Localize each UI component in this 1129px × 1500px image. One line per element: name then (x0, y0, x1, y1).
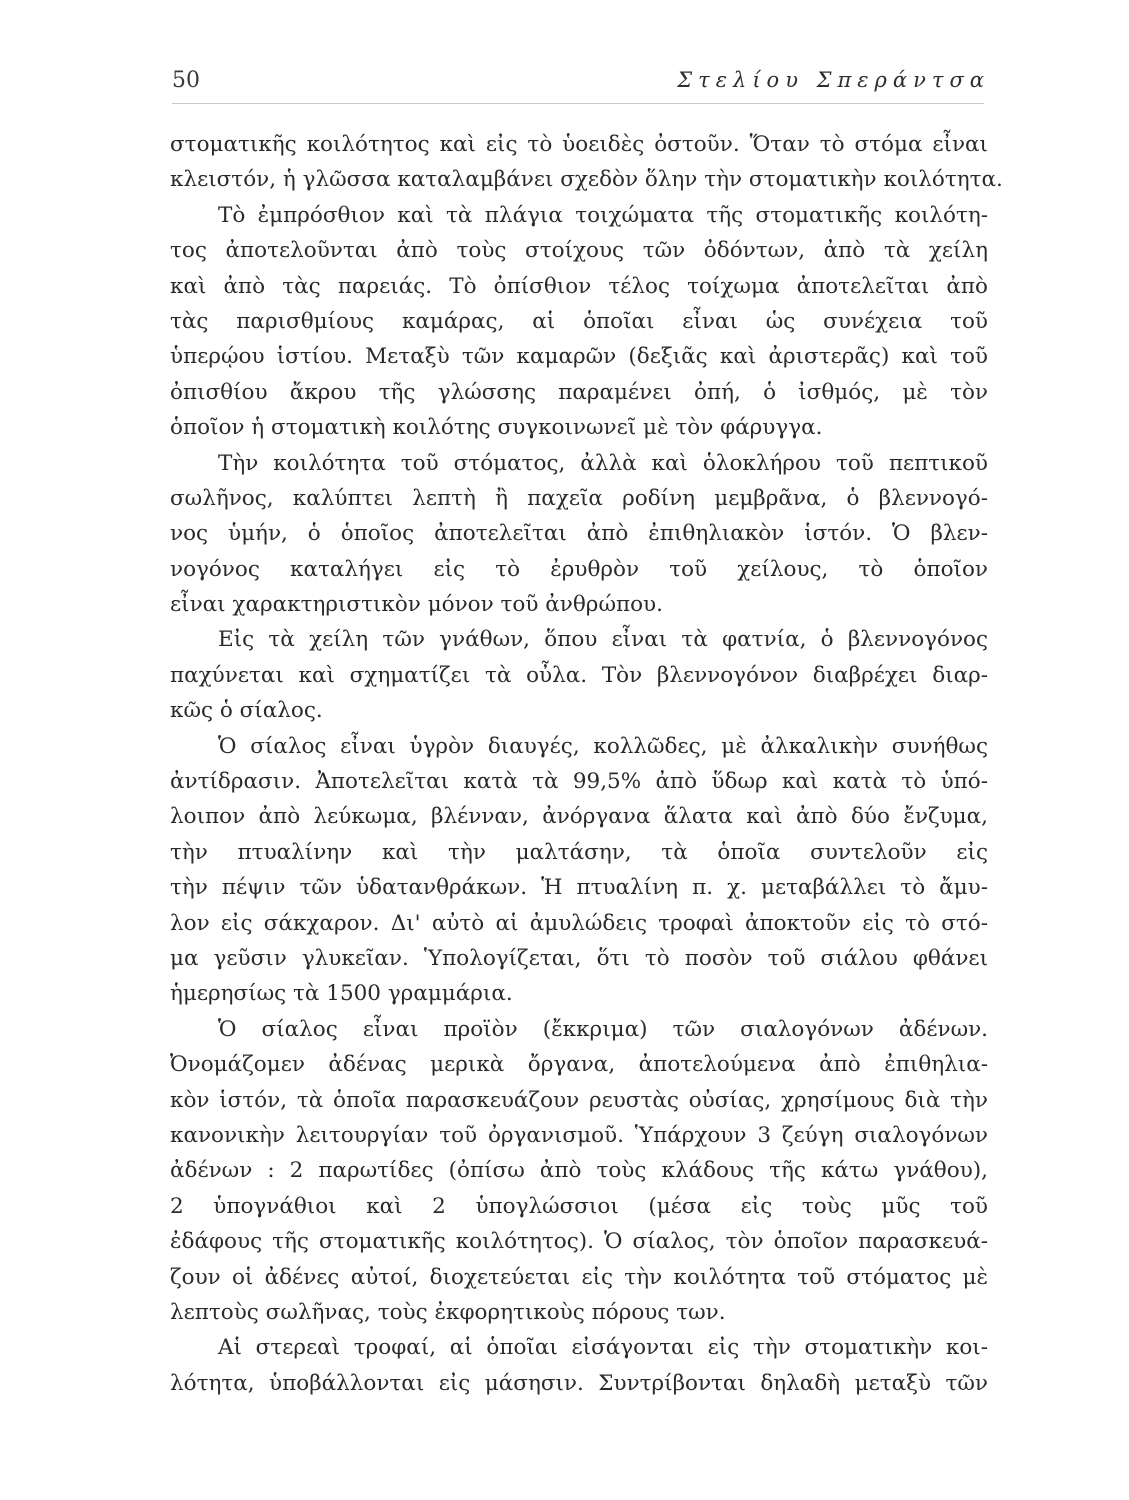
text-line: κὸν ἱστόν, τὰ ὁποῖα παρασκευάζουν ρευστὰς οὐσίας, χρησίμους διὰ τὴν (170, 1087, 988, 1113)
text-line: καὶ ἀπὸ τὰς παρειάς. Τὸ ὀπίσθιον τέλος τοίχωμα ἀποτελεῖται ἀπὸ (170, 273, 988, 299)
text-line: ἐδάφους τῆς στοματικῆς κοιλότητος). Ὁ σίαλος, τὸν ὁποῖον παρασκευά- (170, 1229, 988, 1255)
text-line: σωλῆνος, καλύπτει λεπτὴ ἢ παχεῖα ροδίνη μεμβρᾶνα, ὁ βλεννογό- (170, 485, 988, 511)
text-line: ὀπισθίου ἄκρου τῆς γλώσσης παραμένει ὀπή, ὁ ἰσθμός, μὲ τὸν (170, 379, 988, 405)
text-line: ἀντίδρασιν. Ἀποτελεῖται κατὰ τὰ 99,5% ἀπὸ ὕδωρ καὶ κατὰ τὸ ὑπό- (170, 769, 988, 795)
text-line: Τὸ ἐμπρόσθιον καὶ τὰ πλάγια τοιχώματα τῆς στοματικῆς κοιλότη- (218, 202, 988, 228)
text-line: τὴν πτυαλίνην καὶ τὴν μαλτάσην, τὰ ὁποῖα συντελοῦν εἰς (170, 839, 988, 865)
text-line: ὁποῖον ἡ στοματικὴ κοιλότης συγκοινωνεῖ μὲ τὸν φάρυγγα. (170, 415, 823, 441)
text-line: ὑπερῴου ἱστίου. Μεταξὺ τῶν καμαρῶν (δεξιᾶς καὶ ἀριστερᾶς) καὶ τοῦ (170, 344, 988, 370)
text-line: μα γεῦσιν γλυκεῖαν. Ὑπολογίζεται, ὅτι τὸ ποσὸν τοῦ σιάλου φθάνει (170, 945, 988, 971)
running-header (172, 68, 990, 106)
text-line: τος ἀποτελοῦνται ἀπὸ τοὺς στοίχους τῶν ὀδόντων, ἀπὸ τὰ χείλη (170, 238, 988, 264)
text-line: Αἱ στερεαὶ τροφαί, αἱ ὁποῖαι εἰσάγονται εἰς τὴν στοματικὴν κοι- (218, 1335, 988, 1361)
text-line: κλειστόν, ἡ γλῶσσα καταλαμβάνει σχεδὸν ὅλην τὴν στοματικὴν κοιλότητα. (170, 167, 1003, 193)
text-line: Εἰς τὰ χείλη τῶν γνάθων, ὅπου εἶναι τὰ φατνία, ὁ βλεννογόνος (218, 627, 988, 653)
text-line: ζουν οἱ ἀδένες αὐτοί, διοχετεύεται εἰς τὴν κοιλότητα τοῦ στόματος μὲ (170, 1264, 988, 1290)
header-rule (172, 103, 984, 104)
text-line: κῶς ὁ σίαλος. (170, 698, 323, 724)
text-line: Ὁ σίαλος εἶναι προϊὸν (ἔκκριμα) τῶν σιαλογόνων ἀδένων. (218, 1016, 988, 1042)
text-line: παχύνεται καὶ σχηματίζει τὰ οὖλα. Τὸν βλεννογόνον διαβρέχει διαρ- (170, 662, 988, 688)
text-line: λοιπον ἀπὸ λεύκωμα, βλένναν, ἀνόργανα ἅλατα καὶ ἀπὸ δύο ἔνζυμα, (170, 804, 988, 830)
text-line: ἡμερησίως τὰ 1500 γραμμάρια. (170, 981, 513, 1007)
text-line: εἶναι χαρακτηριστικὸν μόνον τοῦ ἀνθρώπου. (170, 592, 663, 618)
text-line: στοματικῆς κοιλότητος καὶ εἰς τὸ ὑοειδὲς ὀστοῦν. Ὅταν τὸ στόμα εἶναι (170, 132, 988, 157)
text-line: Ὁ σίαλος εἶναι ὑγρὸν διαυγές, κολλῶδες, μὲ ἀλκαλικὴν συνήθως (218, 733, 988, 759)
text-line: λότητα, ὑποβάλλονται εἰς μάσησιν. Συντρίβονται δηλαδὴ μεταξὺ τῶν (170, 1370, 988, 1396)
text-line: νογόνος καταλήγει εἰς τὸ ἐρυθρὸν τοῦ χείλους, τὸ ὁποῖον (170, 556, 988, 582)
running-title: Στελίου Σπεράντσα (677, 68, 990, 92)
text-line: κανονικὴν λειτουργίαν τοῦ ὀργανισμοῦ. Ὑπάρχουν 3 ζεύγη σιαλογόνων (170, 1122, 988, 1148)
page-number: 50 (172, 68, 200, 93)
text-line: 2 ὑπογνάθιοι καὶ 2 ὑπογλώσσιοι (μέσα εἰς τοὺς μῦς τοῦ (170, 1193, 988, 1219)
text-line: λον εἰς σάκχαρον. Δι' αὐτὸ αἱ ἀμυλώδεις τροφαὶ ἀποκτοῦν εἰς τὸ στό- (170, 910, 988, 936)
text-line: τὰς παρισθμίους καμάρας, αἱ ὁποῖαι εἶναι ὡς συνέχεια τοῦ (170, 308, 988, 334)
text-line: Τὴν κοιλότητα τοῦ στόματος, ἀλλὰ καὶ ὁλοκλήρου τοῦ πεπτικοῦ (218, 450, 988, 476)
body-text (170, 127, 1003, 1401)
text-line: ἀδένων : 2 παρωτίδες (ὀπίσω ἀπὸ τοὺς κλάδους τῆς κάτω γνάθου), (170, 1158, 988, 1184)
text-line: Ὀνομάζομεν ἀδένας μερικὰ ὄργανα, ἀποτελούμενα ἀπὸ ἐπιθηλια- (170, 1052, 988, 1078)
text-line: τὴν πέψιν τῶν ὑδατανθράκων. Ἡ πτυαλίνη π. χ. μεταβάλλει τὸ ἄμυ- (170, 875, 988, 901)
text-line: λεπτοὺς σωλῆνας, τοὺς ἐκφορητικοὺς πόρους των. (170, 1299, 726, 1325)
text-line: νος ὑμήν, ὁ ὁποῖος ἀποτελεῖται ἀπὸ ἐπιθηλιακὸν ἱστόν. Ὁ βλεν- (170, 521, 988, 547)
